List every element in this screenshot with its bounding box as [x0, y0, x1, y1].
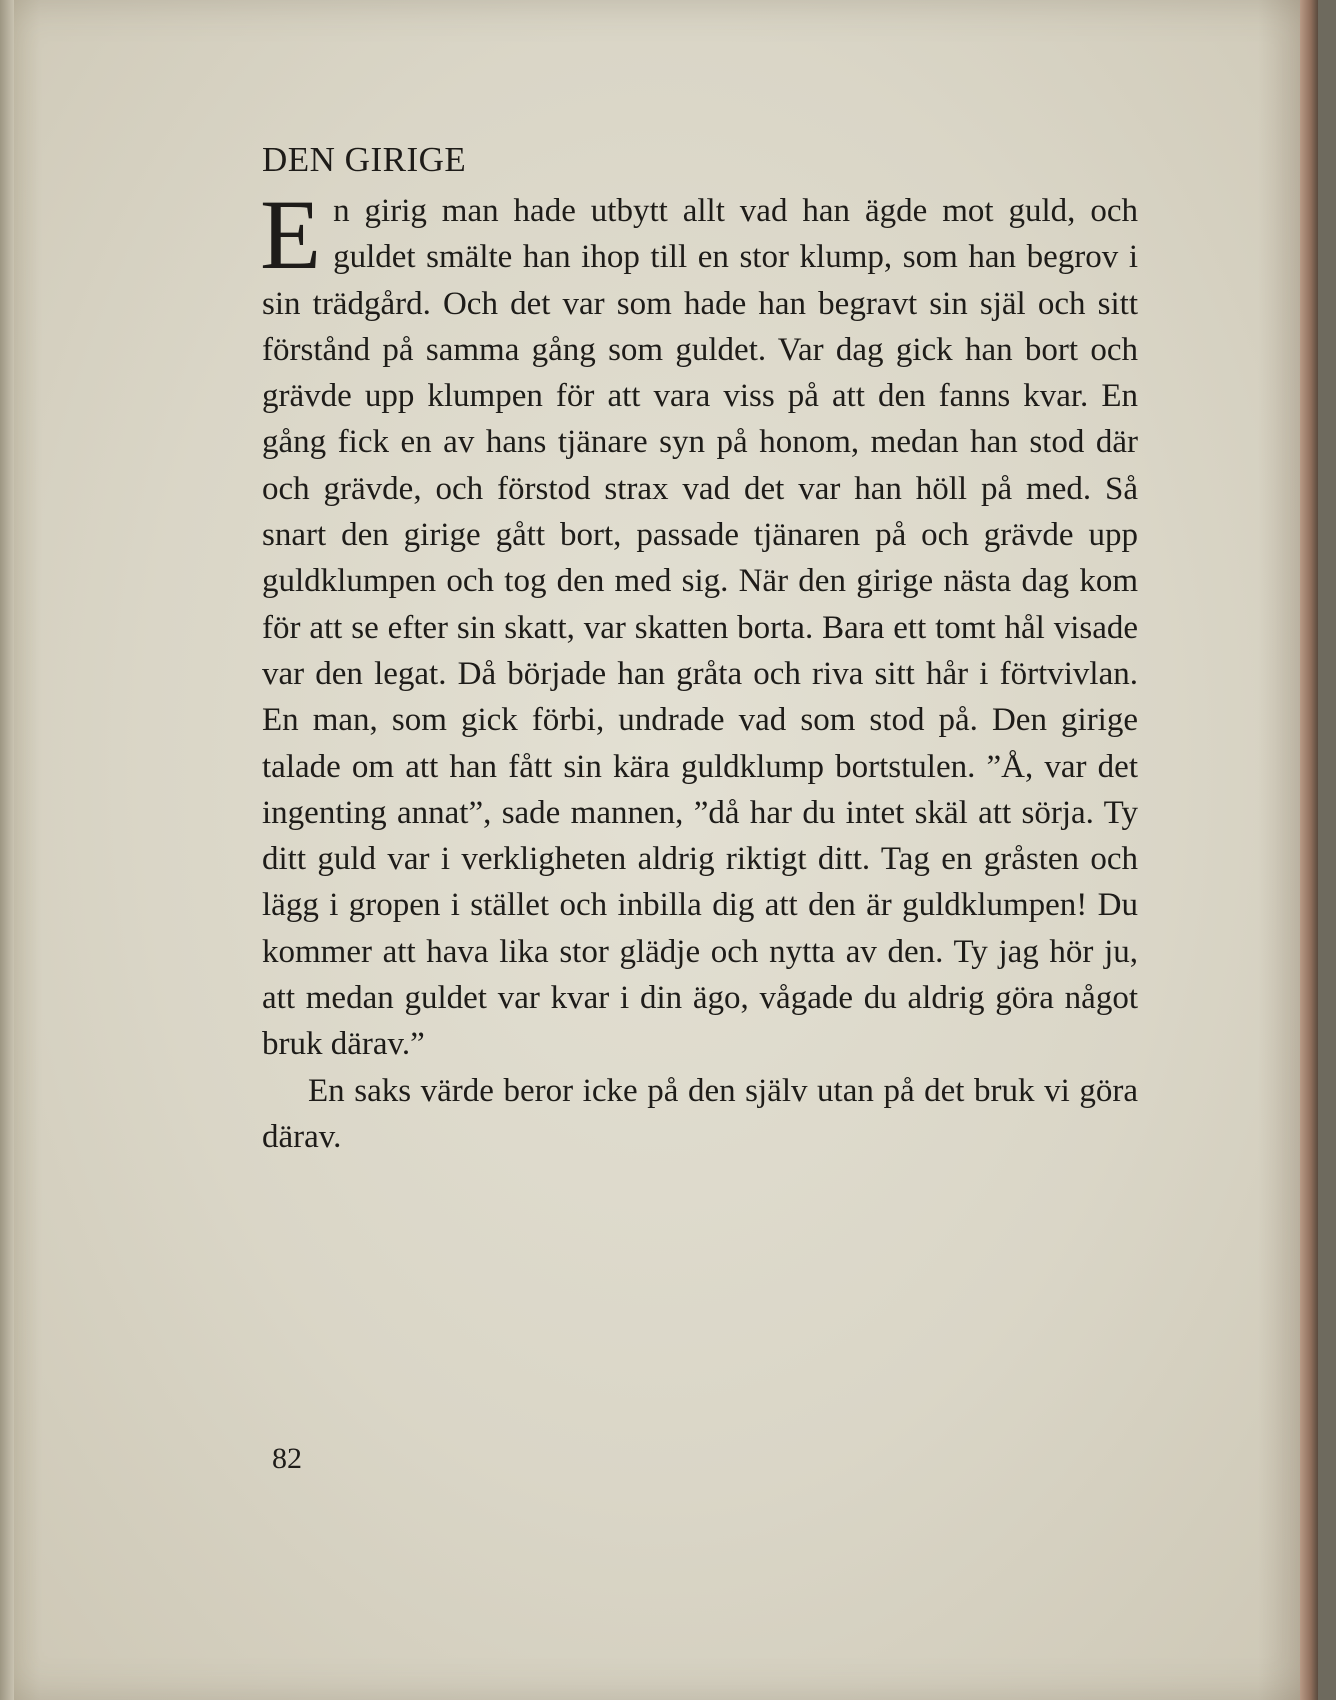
story-content [262, 138, 1138, 1160]
page-gutter-shadow [0, 0, 14, 1700]
story-moral: En saks värde beror icke på den själv utan på det bruk vi göra därav. [262, 1072, 1138, 1155]
page-number: 82 [272, 1442, 302, 1475]
page-edge-shadow [1300, 0, 1318, 1700]
story-body [260, 179, 1138, 1068]
drop-cap: E [260, 179, 322, 290]
story-body-text: n girig man hade utbytt allt vad han ägde mot guld, och guldet smälte han ihop till en stor klump, som han begrov i sin trädgård. Och det var som hade han begravt sin själ och sitt förstånd på samma gång som guldet. Var dag gick han bort och grävde upp klumpen för att vara viss på att den fanns kvar. En gång fick en av hans tjänare syn på honom, medan han stod där och grävde, och förstod strax vad det var han höll på med. Så snart den girige gått bort, passade tjänaren på och grävde upp guldklumpen och tog den med sig. När den girige nästa dag kom för att se efter sin skatt, var skatten borta. Bara ett tomt hål visade var den legat. Då började han gråta och riva sitt hår i förtvivlan. En man, som gick förbi, undrade vad som stod på. Den girige talade om att han fått sin kära guldklump bortstulen. ”Å, var det ingenting annat”, sade mannen, ”då har du intet skäl att sörja. Ty ditt guld var i verkligheten aldrig riktigt ditt. Tag en gråsten och lägg i gropen i stället och inbilla dig att den är guldklumpen! Du kommer att hava lika stor glädje och nytta av den. Ty jag hör ju, att medan guldet var kvar i din ägo, vågade du aldrig göra något bruk därav.” [262, 193, 1138, 1063]
story-title: DEN GIRIGE [262, 140, 467, 179]
